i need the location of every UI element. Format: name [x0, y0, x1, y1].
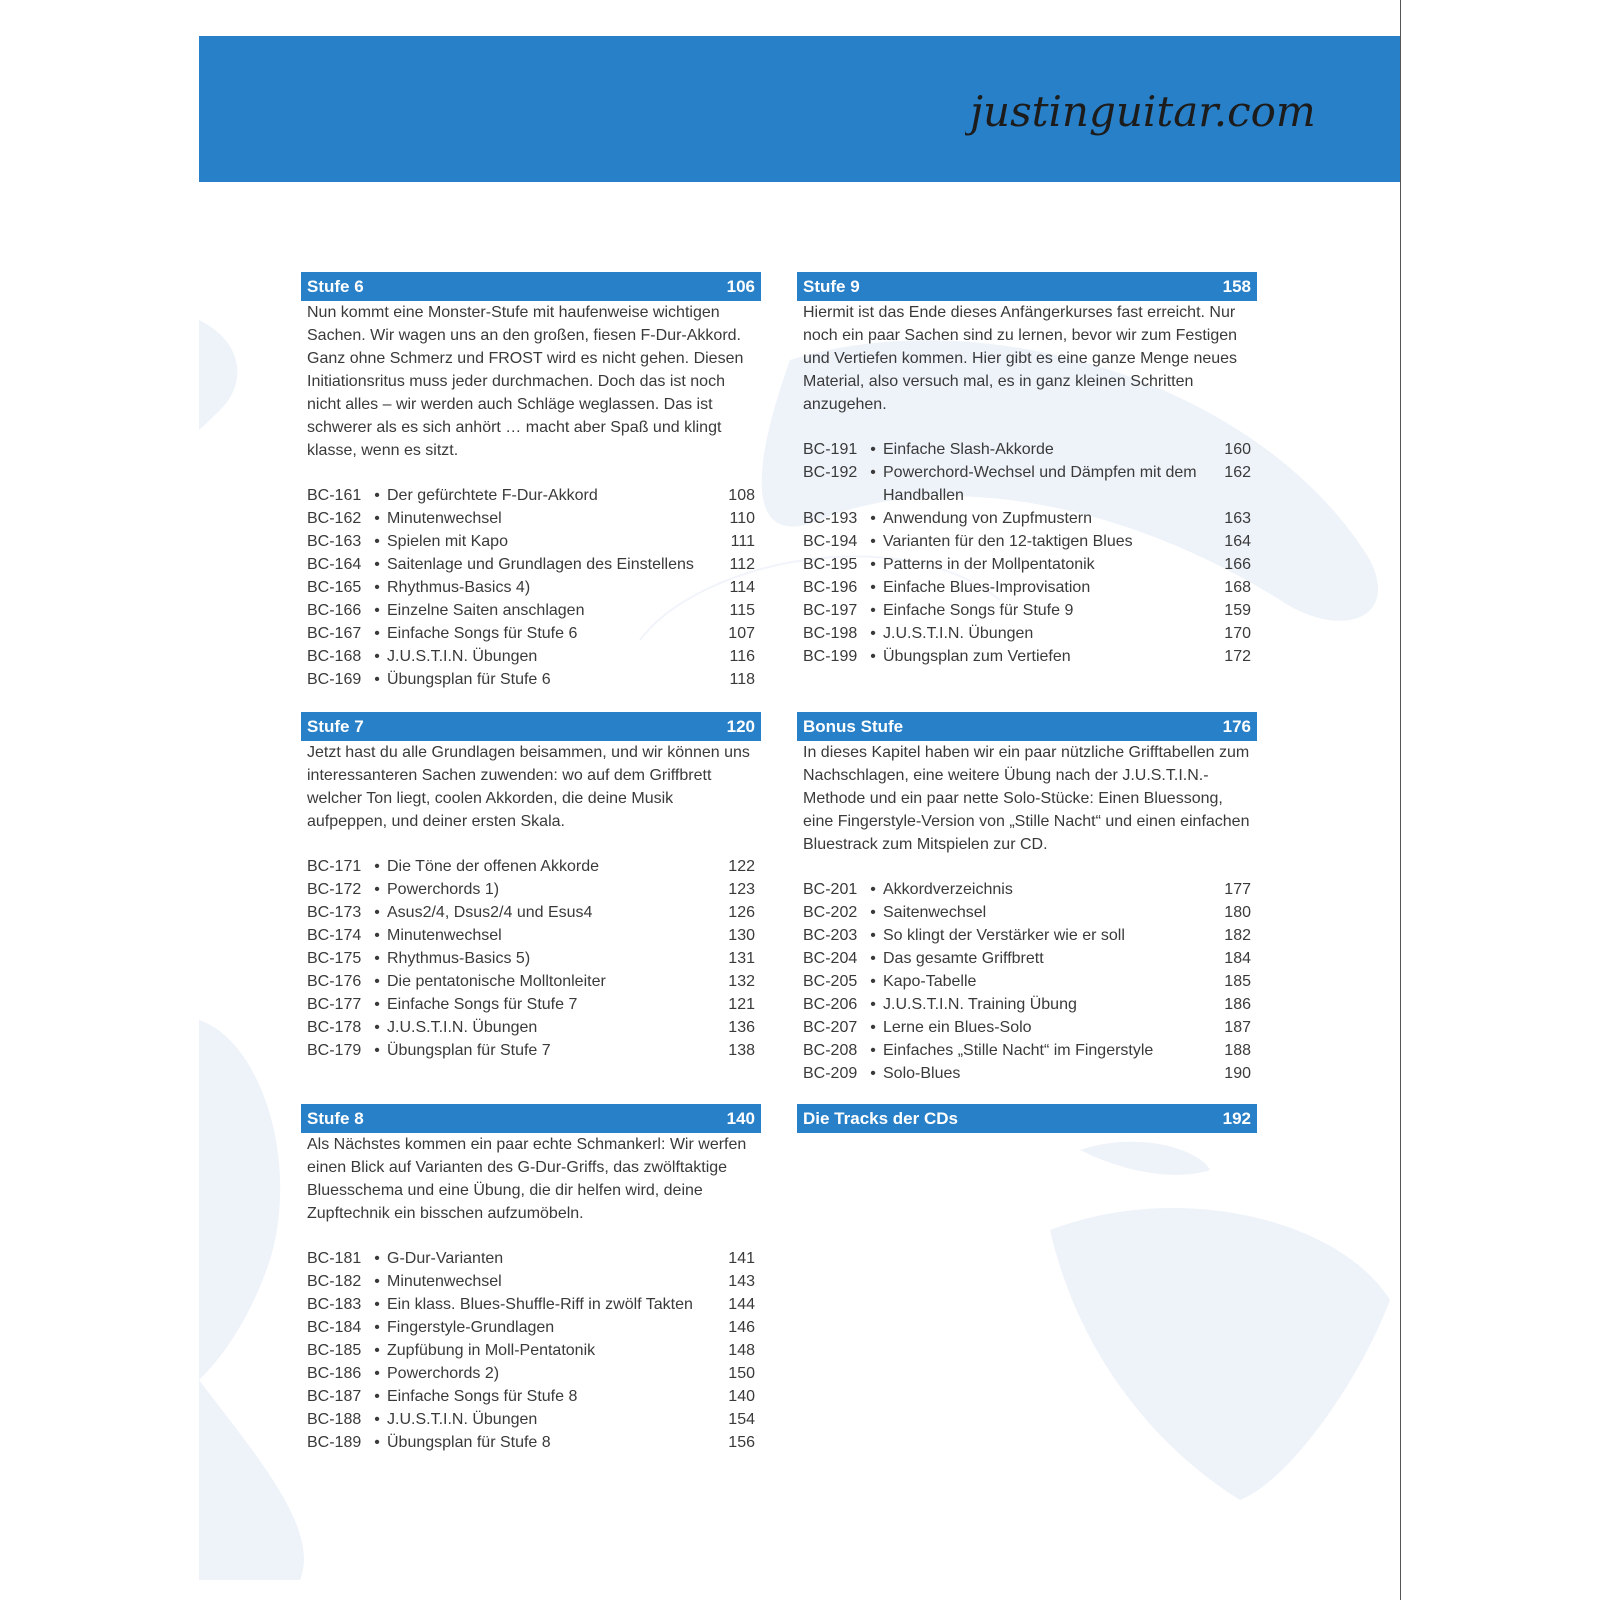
toc-entry[interactable] — [307, 1293, 755, 1316]
entry-page: 111 — [730, 533, 755, 550]
bullet: • — [374, 881, 380, 898]
toc-entry[interactable] — [803, 1062, 1251, 1085]
toc-entry[interactable] — [803, 438, 1251, 461]
toc-entry[interactable] — [307, 576, 755, 599]
entry-code: BC-175 — [307, 950, 362, 967]
toc-entry[interactable] — [307, 1339, 755, 1362]
entry-title: Einfache Songs für Stufe 9 — [883, 602, 1074, 619]
entry-code: BC-182 — [307, 1273, 362, 1290]
section-page: 192 — [1222, 1108, 1251, 1128]
entry-page: 132 — [728, 973, 755, 990]
entry-title: Die Töne der offenen Akkorde — [387, 858, 599, 875]
toc-entry[interactable] — [307, 1039, 755, 1062]
entry-code: BC-194 — [803, 533, 858, 550]
entry-code: BC-205 — [803, 973, 858, 990]
section-header[interactable] — [797, 712, 1257, 741]
entry-code: BC-168 — [307, 648, 362, 665]
entry-page: 121 — [728, 996, 755, 1013]
bullet: • — [870, 950, 876, 967]
entry-list — [301, 484, 761, 691]
entry-page: 172 — [1224, 648, 1251, 665]
toc-entry[interactable] — [803, 530, 1251, 553]
section-header[interactable] — [301, 712, 761, 741]
bullet: • — [374, 858, 380, 875]
toc-entry[interactable] — [307, 924, 755, 947]
toc-entry[interactable] — [307, 947, 755, 970]
entry-title: Saitenwechsel — [883, 904, 987, 921]
toc-entry[interactable] — [307, 1408, 755, 1431]
entry-title: Anwendung von Zupfmustern — [883, 510, 1093, 527]
bullet: • — [374, 1019, 380, 1036]
bullet: • — [374, 996, 380, 1013]
section-title: Bonus Stufe — [803, 716, 904, 736]
entry-title: J.U.S.T.I.N. Übungen — [387, 648, 538, 665]
entry-title: Einfache Songs für Stufe 7 — [387, 996, 578, 1013]
entry-page: 182 — [1224, 927, 1251, 944]
bullet: • — [374, 1342, 380, 1359]
entry-page: 143 — [728, 1273, 755, 1290]
entry-title: Powerchords 1) — [387, 881, 500, 898]
entry-page: 144 — [728, 1296, 755, 1313]
toc-entry[interactable] — [307, 1362, 755, 1385]
entry-title: Minutenwechsel — [387, 510, 502, 527]
bullet: • — [870, 973, 876, 990]
toc-entry[interactable] — [307, 878, 755, 901]
entry-code: BC-187 — [307, 1388, 362, 1405]
toc-entry[interactable] — [307, 1385, 755, 1408]
toc-entry[interactable] — [803, 599, 1251, 622]
section-page: 106 — [726, 276, 755, 296]
bullet: • — [374, 904, 380, 921]
entry-code: BC-208 — [803, 1042, 858, 1059]
toc-entry[interactable] — [803, 622, 1251, 645]
toc-entry[interactable] — [307, 1316, 755, 1339]
bullet: • — [870, 533, 876, 550]
entry-page: 116 — [729, 648, 755, 665]
entry-page: 130 — [728, 927, 755, 944]
toc-entry[interactable] — [803, 993, 1251, 1016]
toc-entry[interactable] — [803, 1039, 1251, 1062]
section-stufe-7 — [301, 712, 761, 1062]
bullet: • — [870, 602, 876, 619]
section-stufe-6 — [301, 272, 761, 691]
entry-code: BC-204 — [803, 950, 858, 967]
entry-page: 140 — [728, 1388, 755, 1405]
bullet: • — [374, 556, 380, 573]
entry-title: G-Dur-Varianten — [387, 1250, 504, 1267]
entry-code: BC-202 — [803, 904, 858, 921]
bullet: • — [374, 1296, 380, 1313]
entry-code: BC-198 — [803, 625, 858, 642]
bullet: • — [374, 1388, 380, 1405]
entry-list — [797, 438, 1257, 668]
toc-entry[interactable] — [307, 855, 755, 878]
toc-entry[interactable] — [307, 668, 755, 691]
toc-entry[interactable] — [803, 1016, 1251, 1039]
entry-code: BC-162 — [307, 510, 362, 527]
bullet: • — [870, 625, 876, 642]
toc-entry[interactable] — [307, 970, 755, 993]
section-header[interactable] — [797, 272, 1257, 301]
entry-title: Das gesamte Griffbrett — [883, 950, 1044, 967]
bullet: • — [374, 1273, 380, 1290]
toc-entry[interactable] — [803, 947, 1251, 970]
bullet: • — [374, 927, 380, 944]
entry-title: Saitenlage und Grundlagen des Einstellens — [387, 556, 694, 573]
section-page: 140 — [726, 1108, 755, 1128]
entry-page: 154 — [728, 1411, 755, 1428]
toc-entry[interactable] — [307, 901, 755, 924]
entry-page: 112 — [729, 556, 755, 573]
entry-code: BC-189 — [307, 1434, 362, 1451]
bullet: • — [870, 441, 876, 458]
toc-entry[interactable] — [307, 1431, 755, 1454]
bullet: • — [374, 648, 380, 665]
entry-code: BC-177 — [307, 996, 362, 1013]
entry-page: 187 — [1224, 1019, 1251, 1036]
entry-code: BC-167 — [307, 625, 362, 642]
entry-page: 141 — [728, 1250, 755, 1267]
entry-title: Die pentatonische Molltonleiter — [387, 973, 606, 990]
entry-page: 188 — [1224, 1042, 1251, 1059]
entry-page: 115 — [729, 602, 755, 619]
entry-title: Fingerstyle-Grundlagen — [387, 1319, 555, 1336]
bullet: • — [870, 464, 876, 481]
section-page: 176 — [1222, 716, 1251, 736]
toc-entry[interactable] — [803, 878, 1251, 901]
section-title: Stufe 6 — [307, 276, 364, 296]
entry-code: BC-163 — [307, 533, 362, 550]
entry-page: 156 — [728, 1434, 755, 1451]
entry-title: Einzelne Saiten anschlagen — [387, 602, 585, 619]
bullet: • — [374, 510, 380, 527]
entry-title: So klingt der Verstärker wie er soll — [883, 927, 1125, 944]
section-stufe-8 — [301, 1104, 761, 1454]
entry-code: BC-164 — [307, 556, 362, 573]
entry-title: Asus2/4, Dsus2/4 und Esus4 — [387, 904, 593, 921]
entry-title: Lerne ein Blues-Solo — [883, 1019, 1032, 1036]
page-edge-line — [1400, 0, 1401, 1600]
entry-code: BC-165 — [307, 579, 362, 596]
section-bonus-stufe — [797, 712, 1257, 1085]
entry-page: 160 — [1224, 441, 1251, 458]
toc-entry[interactable] — [803, 970, 1251, 993]
section-cd-tracks — [797, 1104, 1257, 1133]
entry-code: BC-199 — [803, 648, 858, 665]
bullet: • — [870, 1019, 876, 1036]
entry-page: 122 — [728, 858, 755, 875]
entry-code: BC-188 — [307, 1411, 362, 1428]
bullet: • — [374, 1319, 380, 1336]
entry-code: BC-171 — [307, 858, 362, 875]
entry-title: J.U.S.T.I.N. Übungen — [883, 625, 1034, 642]
toc-entry[interactable] — [803, 901, 1251, 924]
entry-title: Akkordverzeichnis — [883, 881, 1013, 898]
entry-page: 185 — [1224, 973, 1251, 990]
logo-text: justinguitar.com — [970, 87, 1316, 136]
bullet: • — [374, 1042, 380, 1059]
entry-code: BC-172 — [307, 881, 362, 898]
section-header[interactable] — [301, 272, 761, 301]
entry-page: 118 — [729, 671, 755, 688]
entry-code: BC-197 — [803, 602, 858, 619]
bullet: • — [374, 671, 380, 688]
section-stufe-9 — [797, 272, 1257, 668]
entry-list — [301, 1247, 761, 1454]
entry-title: J.U.S.T.I.N. Übungen — [387, 1019, 538, 1036]
entry-title: Powerchords 2) — [387, 1365, 500, 1382]
entry-page: 110 — [729, 510, 755, 527]
entry-page: 180 — [1224, 904, 1251, 921]
entry-page: 190 — [1224, 1065, 1251, 1082]
bullet: • — [870, 881, 876, 898]
entry-title: Rhythmus-Basics 4) — [387, 579, 531, 596]
bullet: • — [374, 1411, 380, 1428]
justinguitar-logo — [965, 78, 1335, 158]
section-description: In dieses Kapitel haben wir ein paar nützliche Grifftabellen zum Nachschlagen, eine weitere Übung nach der J.U.S.T.I.N.-Methode und ein paar nette Solo-Stücke: Einen Bluessong, eine Fingerstyle-Version von „Stille Nacht“ und einen einfachen Bluestrack zum Mitspielen zur CD. — [803, 744, 1250, 853]
section-title: Die Tracks der CDs — [803, 1108, 958, 1128]
entry-code: BC-174 — [307, 927, 362, 944]
entry-code: BC-201 — [803, 881, 858, 898]
entry-page: 170 — [1224, 625, 1251, 642]
entry-code: BC-207 — [803, 1019, 858, 1036]
entry-code: BC-203 — [803, 927, 858, 944]
toc-entry[interactable] — [307, 993, 755, 1016]
entry-page: 166 — [1224, 556, 1251, 573]
toc-entry[interactable] — [307, 530, 755, 553]
entry-page: 164 — [1224, 533, 1251, 550]
entry-page: 163 — [1224, 510, 1251, 527]
entry-code: BC-166 — [307, 602, 362, 619]
entry-code: BC-179 — [307, 1042, 362, 1059]
entry-title: Powerchord-Wechsel und Dämpfen mit dem Handballen — [883, 464, 1197, 504]
bullet: • — [374, 579, 380, 596]
section-header[interactable] — [797, 1104, 1257, 1133]
entry-code: BC-209 — [803, 1065, 858, 1082]
entry-code: BC-206 — [803, 996, 858, 1013]
entry-page: 126 — [728, 904, 755, 921]
entry-code: BC-185 — [307, 1342, 362, 1359]
section-page: 120 — [726, 716, 755, 736]
entry-code: BC-193 — [803, 510, 858, 527]
entry-title: Einfache Songs für Stufe 6 — [387, 625, 578, 642]
entry-page: 123 — [728, 881, 755, 898]
entry-page: 168 — [1224, 579, 1251, 596]
toc-entry[interactable] — [803, 553, 1251, 576]
entry-page: 114 — [729, 579, 755, 596]
bullet: • — [374, 1250, 380, 1267]
bullet: • — [374, 973, 380, 990]
toc-entry[interactable] — [307, 1270, 755, 1293]
entry-title: Zupfübung in Moll-Pentatonik — [387, 1342, 596, 1359]
bullet: • — [870, 927, 876, 944]
entry-title: Übungsplan für Stufe 6 — [387, 671, 551, 688]
entry-title: Einfache Slash-Akkorde — [883, 441, 1054, 458]
section-title: Stufe 9 — [803, 276, 860, 296]
entry-list — [797, 878, 1257, 1085]
bullet: • — [374, 625, 380, 642]
entry-code: BC-186 — [307, 1365, 362, 1382]
entry-page: 177 — [1224, 881, 1251, 898]
toc-entry[interactable] — [803, 461, 1251, 507]
bullet: • — [870, 1065, 876, 1082]
toc-entry[interactable] — [307, 645, 755, 668]
entry-code: BC-178 — [307, 1019, 362, 1036]
entry-title: J.U.S.T.I.N. Übungen — [387, 1411, 538, 1428]
bullet: • — [374, 602, 380, 619]
toc-entry[interactable] — [307, 484, 755, 507]
entry-page: 162 — [1224, 464, 1251, 481]
bullet: • — [870, 556, 876, 573]
entry-page: 146 — [728, 1319, 755, 1336]
entry-title: Übungsplan für Stufe 8 — [387, 1434, 551, 1451]
bullet: • — [870, 904, 876, 921]
entry-code: BC-192 — [803, 464, 858, 481]
toc-entry[interactable] — [803, 924, 1251, 947]
entry-code: BC-181 — [307, 1250, 362, 1267]
bullet: • — [870, 648, 876, 665]
entry-title: Kapo-Tabelle — [883, 973, 977, 990]
entry-code: BC-191 — [803, 441, 858, 458]
section-title: Stufe 7 — [307, 716, 364, 736]
entry-list — [301, 855, 761, 1062]
entry-page: 107 — [728, 625, 755, 642]
entry-code: BC-184 — [307, 1319, 362, 1336]
section-description: Nun kommt eine Monster-Stufe mit haufenweise wichtigen Sachen. Wir wagen uns an den großen, fiesen F-Dur-Akkord. Ganz ohne Schmerz und FROST wird es nicht gehen. Diesen Initiationsritus muss jeder durchmachen. Doch das ist noch nicht alles – wir werden auch Schläge weglassen. Das ist schwerer als es sich anhört … macht aber Spaß und klingt klasse, wenn es sitzt. — [307, 304, 744, 459]
entry-code: BC-195 — [803, 556, 858, 573]
bullet: • — [374, 487, 380, 504]
bullet: • — [870, 1042, 876, 1059]
entry-title: Spielen mit Kapo — [387, 533, 508, 550]
entry-page: 131 — [728, 950, 755, 967]
section-description: Hiermit ist das Ende dieses Anfängerkurses fast erreicht. Nur noch ein paar Sachen sind zu lernen, bevor wir zum Festigen und Vertiefen kommen. Hier gibt es eine ganze Menge neues Material, also versuch mal, es in ganz kleinen Schritten anzugehen. — [803, 304, 1238, 413]
entry-title: Einfache Blues-Improvisation — [883, 579, 1091, 596]
bullet: • — [374, 533, 380, 550]
entry-code: BC-173 — [307, 904, 362, 921]
bullet: • — [374, 1434, 380, 1451]
toc-entry[interactable] — [803, 507, 1251, 530]
entry-title: Der gefürchtete F-Dur-Akkord — [387, 487, 598, 504]
section-page: 158 — [1222, 276, 1251, 296]
toc-entry[interactable] — [307, 553, 755, 576]
entry-title: Varianten für den 12-taktigen Blues — [883, 533, 1133, 550]
entry-title: Einfaches „Stille Nacht“ im Fingerstyle — [883, 1042, 1154, 1059]
section-title: Stufe 8 — [307, 1108, 364, 1128]
bullet: • — [374, 1365, 380, 1382]
entry-title: Minutenwechsel — [387, 1273, 502, 1290]
toc-entry[interactable] — [307, 599, 755, 622]
entry-title: Minutenwechsel — [387, 927, 502, 944]
entry-code: BC-161 — [307, 487, 362, 504]
toc-entry[interactable] — [307, 622, 755, 645]
bullet: • — [870, 510, 876, 527]
bullet: • — [870, 996, 876, 1013]
entry-title: Übungsplan zum Vertiefen — [883, 648, 1071, 665]
toc-entry[interactable] — [307, 507, 755, 530]
section-description: Als Nächstes kommen ein paar echte Schmankerl: Wir werfen einen Blick auf Varianten des G-Dur-Griffs, das zwölftaktige Bluesschema und eine Übung, die dir helfen wird, deine Zupftechnik ein bisschen aufzumöbeln. — [307, 1136, 747, 1222]
toc-entry[interactable] — [307, 1247, 755, 1270]
section-header[interactable] — [301, 1104, 761, 1133]
entry-page: 148 — [728, 1342, 755, 1359]
entry-title: Einfache Songs für Stufe 8 — [387, 1388, 578, 1405]
entry-title: Übungsplan für Stufe 7 — [387, 1042, 551, 1059]
entry-code: BC-183 — [307, 1296, 362, 1313]
entry-page: 138 — [728, 1042, 755, 1059]
entry-page: 186 — [1224, 996, 1251, 1013]
entry-page: 108 — [728, 487, 755, 504]
toc-entry[interactable] — [803, 645, 1251, 668]
bullet: • — [870, 579, 876, 596]
entry-title: Rhythmus-Basics 5) — [387, 950, 531, 967]
entry-page: 159 — [1224, 602, 1251, 619]
entry-code: BC-196 — [803, 579, 858, 596]
entry-page: 136 — [728, 1019, 755, 1036]
entry-page: 150 — [728, 1365, 755, 1382]
toc-entry[interactable] — [307, 1016, 755, 1039]
entry-title: J.U.S.T.I.N. Training Übung — [883, 996, 1077, 1013]
entry-title: Solo-Blues — [883, 1065, 961, 1082]
section-description: Jetzt hast du alle Grundlagen beisammen, und wir können uns interessanteren Sachen zuwenden: wo auf dem Griffbrett welcher Ton liegt, coolen Akkorden, die deine Musik aufpeppen, und deiner ersten Skala. — [307, 744, 750, 830]
entry-code: BC-176 — [307, 973, 362, 990]
entry-title: Ein klass. Blues-Shuffle-Riff in zwölf Takten — [387, 1296, 693, 1313]
entry-title: Patterns in der Mollpentatonik — [883, 556, 1095, 573]
entry-code: BC-169 — [307, 671, 362, 688]
bullet: • — [374, 950, 380, 967]
toc-entry[interactable] — [803, 576, 1251, 599]
entry-page: 184 — [1224, 950, 1251, 967]
